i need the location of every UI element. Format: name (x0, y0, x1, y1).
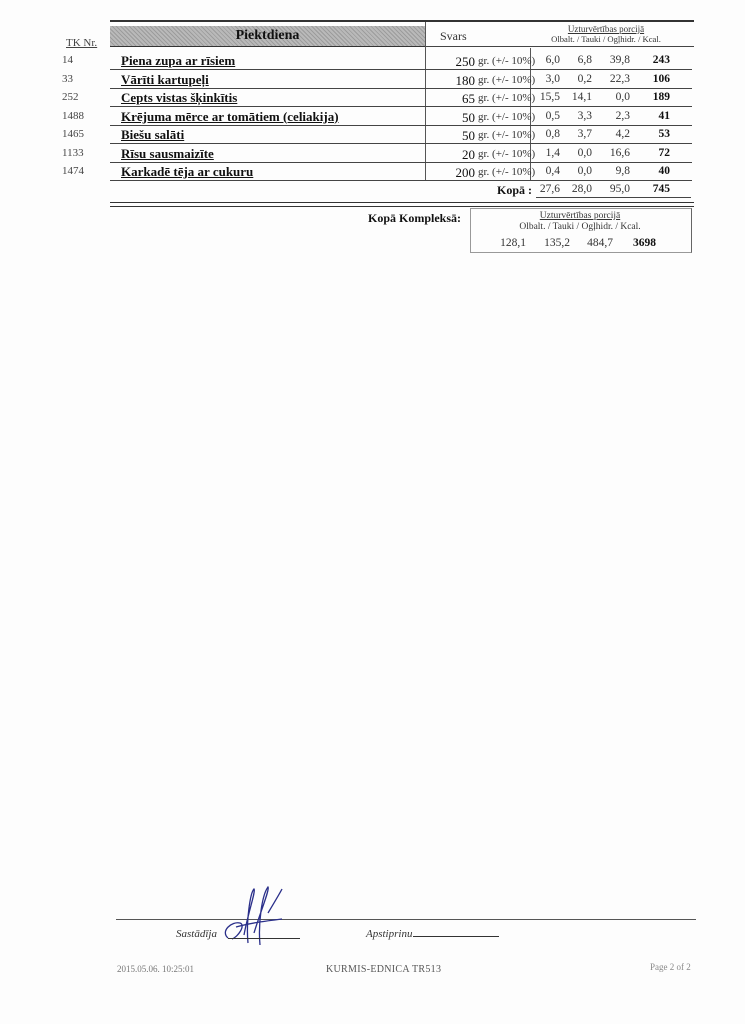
menu-row (62, 145, 692, 164)
tk-column-header: TK Nr. (66, 37, 98, 49)
fat-value: 3,7 (577, 128, 592, 140)
protein-value: 0,5 (545, 109, 560, 122)
dish-weight: 200 (455, 165, 475, 180)
fat-value: 14,1 (571, 91, 592, 103)
complex-carbs: 484,7 (587, 237, 613, 249)
dish-weight: 65 (462, 91, 475, 106)
tk-number: 1474 (62, 165, 84, 177)
weight-unit: gr. (+/- 10%) (478, 73, 536, 86)
menu-row (62, 89, 692, 108)
complex-fat: 135,2 (544, 237, 570, 249)
total-fat: 28,0 (571, 183, 592, 195)
weight-unit: gr. (+/- 10%) (478, 166, 536, 178)
protein-value: 15,5 (539, 91, 560, 103)
dish-weight: 20 (462, 146, 475, 162)
nutrition-columns: Olbalt. / Tauki / Ogļhidr. / Kcal. (551, 34, 661, 44)
kcal-value: 72 (658, 146, 670, 159)
dish-weight: 50 (462, 128, 475, 143)
complex-protein: 128,1 (500, 237, 526, 249)
weight-unit: gr. (+/- 10%) (478, 129, 536, 141)
carbs-value: 22,3 (609, 72, 630, 85)
approved-label: Apstiprinu (366, 928, 413, 940)
dish-name: Cepts vistas šķinkītis (121, 90, 238, 105)
total-rule (536, 197, 691, 198)
carbs-value: 9,8 (615, 165, 630, 177)
approved-line (413, 936, 499, 937)
total-protein: 27,6 (539, 183, 560, 195)
total-label: Kopā : (497, 183, 533, 197)
nutrition-title: Uzturvērtības porcijā (567, 24, 645, 34)
tk-number: 1133 (62, 146, 84, 159)
complex-label: Kopā Kompleksā: (368, 211, 462, 225)
carbs-value: 2,3 (615, 109, 630, 122)
weight-unit: gr. (+/- 10%) (478, 147, 536, 160)
total-kcal: 745 (652, 183, 670, 195)
footer-rule (116, 919, 696, 920)
weight-unit: gr. (+/- 10%) (478, 110, 536, 123)
header-underline (425, 46, 694, 47)
tk-number: 14 (62, 54, 73, 66)
dish-weight: 50 (462, 109, 475, 125)
carbs-value: 39,8 (609, 54, 630, 66)
signature-image (210, 883, 300, 945)
kcal-value: 243 (652, 54, 670, 66)
kcal-value: 40 (658, 165, 670, 177)
carbs-value: 4,2 (615, 128, 630, 140)
dish-name: Karkadē tēja ar cukuru (121, 164, 254, 179)
dish-name: Vārīti kartupeļi (121, 71, 209, 87)
double-rule (110, 202, 694, 207)
fat-value: 0,0 (577, 165, 592, 177)
dish-weight: 180 (455, 72, 475, 88)
tk-number: 252 (62, 91, 79, 103)
kcal-value: 106 (652, 72, 670, 85)
fat-value: 3,3 (577, 109, 592, 122)
kcal-value: 189 (652, 91, 670, 103)
compiled-by-label: Sastādīja (176, 928, 217, 940)
dish-name: Krējuma mērce ar tomātiem (celiakija) (121, 108, 339, 124)
fat-value: 0,2 (577, 72, 592, 85)
complex-kcal: 3698 (633, 237, 656, 249)
protein-value: 1,4 (545, 146, 560, 159)
weight-unit: gr. (+/- 10%) (478, 55, 536, 67)
fat-value: 6,8 (577, 54, 592, 66)
page-number: Page 2 of 2 (650, 962, 691, 972)
protein-value: 3,0 (545, 72, 560, 85)
protein-value: 0,4 (545, 165, 560, 177)
row-rule (110, 180, 692, 181)
menu-row (62, 71, 692, 90)
compiled-by-line (228, 938, 300, 939)
weight-column-header: Svars (440, 29, 467, 43)
kcal-value: 53 (658, 128, 670, 140)
menu-row (62, 52, 692, 71)
weight-unit: gr. (+/- 10%) (478, 92, 536, 104)
menu-row (62, 163, 692, 182)
carbs-value: 0,0 (615, 91, 630, 103)
footer-center-text: KURMIS-EDNICA TR513 (326, 964, 442, 975)
carbs-value: 16,6 (609, 146, 630, 159)
top-rule (110, 20, 694, 22)
dish-weight: 250 (455, 54, 475, 69)
protein-value: 0,8 (545, 128, 560, 140)
dish-name: Rīsu sausmaizīte (121, 145, 214, 161)
dish-name: Biešu salāti (121, 127, 185, 142)
fat-value: 0,0 (577, 146, 592, 159)
tk-number: 1465 (62, 128, 84, 140)
print-date: 2015.05.06. 10:25:01 (117, 964, 195, 974)
dish-name: Piena zupa ar rīsiem (121, 53, 236, 68)
menu-row (62, 108, 692, 127)
complex-columns: Olbalt. / Tauki / Ogļhidr. / Kcal. (519, 222, 641, 232)
complex-title: Uzturvērtības porcijā (539, 211, 621, 221)
tk-number: 1488 (62, 109, 84, 122)
total-carbs: 95,0 (609, 183, 630, 195)
tk-number: 33 (62, 72, 73, 85)
protein-value: 6,0 (545, 54, 560, 66)
menu-row (62, 126, 692, 145)
day-title: Piektdiena (235, 28, 300, 43)
kcal-value: 41 (658, 109, 670, 122)
